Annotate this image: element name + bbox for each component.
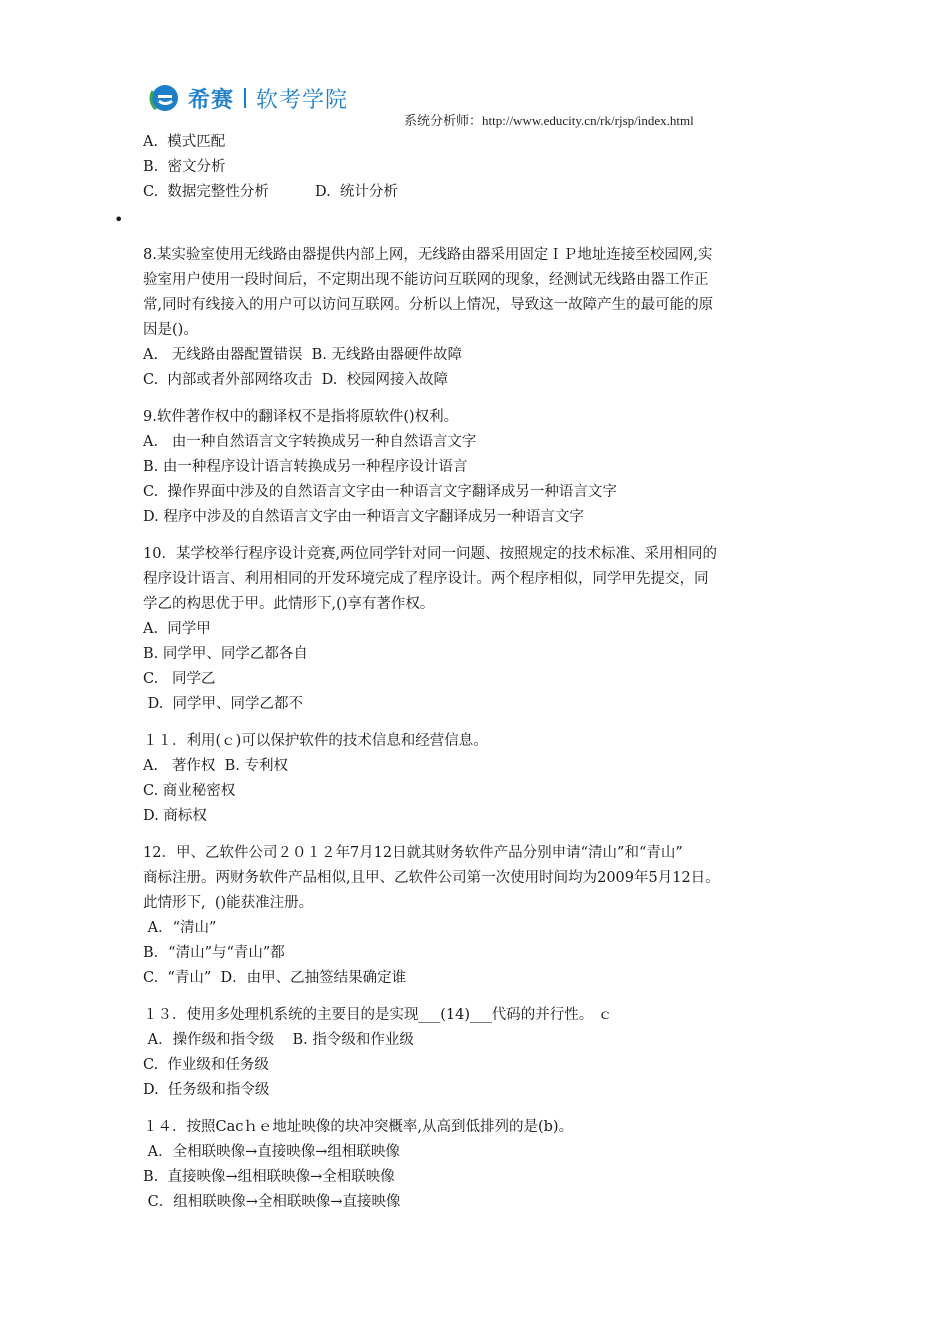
option-line: A. 由一种自然语言文字转换成另一种自然语言文字 bbox=[143, 434, 477, 450]
question-stem-line: １４．按照Cacｈｅ地址映像的块冲突概率,从高到低排列的是(b)。 bbox=[143, 1119, 574, 1135]
document-body bbox=[143, 130, 823, 205]
option-line: A. 同学甲 bbox=[143, 621, 211, 637]
question-stem-line: 因是()。 bbox=[143, 322, 198, 338]
option-line: D. 商标权 bbox=[143, 808, 207, 824]
logo-mark-icon bbox=[148, 81, 182, 115]
question-stem-line: 12．甲、乙软件公司２０１２年7月12日就其财务软件产品分别申请“清山”和“青山” bbox=[143, 845, 683, 861]
question-8 bbox=[143, 243, 823, 393]
logo-brand: 希赛 bbox=[188, 87, 235, 113]
option-line: C. 操作界面中涉及的自然语言文字由一种语言文字翻译成另一种语言文字 bbox=[143, 484, 617, 500]
question-stem-line: 学乙的构思优于甲。此情形下,()享有著作权。 bbox=[143, 596, 435, 612]
option-line: A．操作级和指令级 ﻿ ﻿B. 指令级和作业级 bbox=[143, 1032, 414, 1048]
question-10 bbox=[143, 542, 823, 717]
option-line: B. 同学甲、同学乙都各自 bbox=[143, 646, 308, 662]
question-12 bbox=[143, 841, 823, 991]
page-header bbox=[148, 80, 748, 128]
question-stem-line: 程序设计语言、利用相同的开发环境完成了程序设计。两个程序相似，同学甲先提交，同 bbox=[143, 571, 709, 587]
option-line: A．“清山” bbox=[143, 920, 217, 936]
question-9 bbox=[143, 405, 823, 530]
logo-subtitle: 软考学院 bbox=[256, 87, 349, 113]
question-stem-line: 10．某学校举行程序设计竞赛,两位同学针对同一问题、按照规定的技术标准、采用相同的 bbox=[143, 546, 718, 562]
question-13 bbox=[143, 1003, 823, 1103]
option-line: C. 内部或者外部网络攻击 ﻿ ﻿D. 校园网接入故障 bbox=[143, 372, 449, 388]
question-stem-line: 此情形下, ()能获准注册。 bbox=[143, 895, 314, 911]
question-stem-line: 验室用户使用一段时间后，不定期出现不能访问互联网的现象，经测试无线路由器工作正 bbox=[143, 272, 709, 288]
question-14 bbox=[143, 1115, 823, 1215]
logo bbox=[148, 80, 348, 116]
option-line: B. 密文分析 bbox=[143, 159, 226, 175]
question-stem-line: 8.某实验室使用无线路由器提供内部上网，无线路由器采用固定ＩＰ地址连接至校园网,实 bbox=[143, 247, 713, 263]
option-line: A. 无线路由器配置错误 ﻿ ﻿B. 无线路由器硬件故障 bbox=[143, 347, 462, 363]
option-line: C. 同学乙 bbox=[143, 671, 216, 687]
question-list bbox=[143, 243, 823, 1215]
option-line: D. 任务级和指令级 bbox=[143, 1082, 270, 1098]
question-stem-line: １１．利用(ｃ)可以保护软件的技术信息和经营信息。 bbox=[143, 733, 488, 749]
question-11 bbox=[143, 729, 823, 829]
question-stem-line: １３．使用多处理机系统的主要目的是实现___(14)___代码的并行性。 ｃ bbox=[143, 1007, 613, 1023]
option-line: C．组相联映像→全相联映像→直接映像 bbox=[143, 1194, 401, 1210]
option-line: C. 数据完整性分析 ﻿ ﻿D. 统计分析 bbox=[143, 184, 398, 200]
option-line: B．“清山”与“青山”都 bbox=[143, 945, 285, 961]
question-stem-line: 商标注册。两财务软件产品相似,且甲、乙软件公司第一次使用时间均为2009年5月12日。 bbox=[143, 870, 720, 886]
question-stem-line: 常,同时有线接入的用户可以访问互联网。分析以上情况，导致这一故障产生的最可能的原 bbox=[143, 297, 714, 313]
option-line: D. 同学甲、同学乙都不 bbox=[143, 696, 304, 712]
option-line: A. 模式匹配 bbox=[143, 134, 226, 150]
bullet-point: • bbox=[114, 210, 124, 229]
option-line: B. 直接映像→组相联映像→全相联映像 bbox=[143, 1169, 395, 1185]
option-line: A．全相联映像→直接映像→组相联映像 bbox=[143, 1144, 400, 1160]
header-course-link[interactable]: 系统分析师：http://www.educity.cn/rk/rjsp/index.html bbox=[404, 113, 694, 128]
option-line: C. 作业级和任务级 bbox=[143, 1057, 269, 1073]
question-stem-line: 9.软件著作权中的翻译权不是指将原软件()权利。 bbox=[143, 409, 459, 425]
logo-divider bbox=[244, 88, 246, 108]
option-line: C. “青山” ﻿ ﻿D．由甲、乙抽签结果确定谁 bbox=[143, 970, 407, 986]
previous-question-options bbox=[143, 130, 823, 205]
option-line: D. 程序中涉及的自然语言文字由一种语言文字翻译成另一种语言文字 bbox=[143, 509, 584, 525]
option-line: C. 商业秘密权 bbox=[143, 783, 236, 799]
option-line: B. 由一种程序设计语言转换成另一种程序设计语言 bbox=[143, 459, 468, 475]
option-line: A. 著作权 ﻿ ﻿B. 专利权 bbox=[143, 758, 288, 774]
